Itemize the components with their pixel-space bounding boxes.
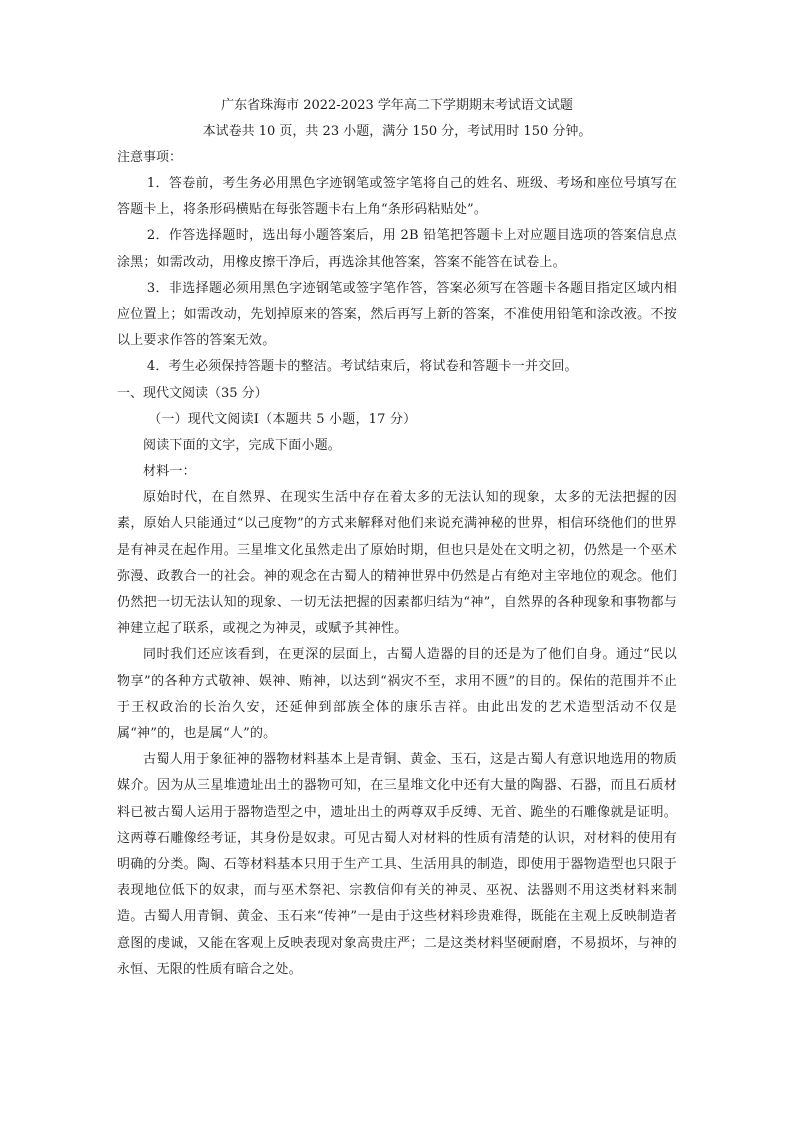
note-item: 3．非选择题必须用黑色字迹钢笔或签字笔作答，答案必须写在答题卡各题目指定区域内相应位置上；如需改动，先划掉原来的答案，然后再写上新的答案，不准使用铅笔和涂改液。不按以上要求作答的答案无效。	[117, 280, 677, 349]
note-item: 1．答卷前，考生务必用黑色字迹钢笔或签字笔将自己的姓名、班级、考场和座位号填写在答题卡上，将条形码横贴在每张答题卡右上角“条形码粘贴处”。	[117, 176, 677, 218]
material-paragraph: 原始时代，在自然界、在现实生活中存在着太多的无法认知的现象，太多的无法把握的因素，原始人只能通过“以己度物”的方式来解释对他们来说充满神秘的世界，相信环绕他们的世界是有神灵在起作用。三星堆文化虽然走出了原始时期，但也只是处在文明之初，仍然是一个巫术弥漫、政教合一的社会。神的观念在古蜀人的精神世界中仍然是占有绝对主宰地位的观念。他们仍然把一切无法认知的现象、一切无法把握的因素都归结为“神”，自然界的各种现象和事物都与神建立起了联系，或视之为神灵，或赋予其神性。	[117, 490, 677, 637]
page-title: 广东省珠海市 2022-2023 学年高二下学期期末考试语文试题	[221, 98, 573, 113]
section-heading: 一、现代文阅读（35 分）	[117, 385, 268, 401]
material-paragraph: 古蜀人用于象征神的器物材料基本上是青铜、黄金、玉石，这是古蜀人有意识地选用的物质媒介。因为从三星堆遗址出土的器物可知，在三星堆文化中还有大量的陶器、石器，而且石质材料已被古蜀人运用于器物造型之中，遗址出土的两尊双手反缚、无首、跪坐的石雕像就是证明。这两尊石雕像经考证，其身份是奴隶。可见古蜀人对材料的性质有清楚的认识，对材料的使用有明确的分类。陶、石等材料基本只用于生产工具、生活用具的制造，即使用于器物造型也只限于表现地位低下的奴隶，而与巫术祭祀、宗教信仰有关的神灵、巫祝、法器则不用这类材料来制造。古蜀人用青铜、黄金、玉石来“传神”一是由于这些材料珍贵难得，既能在主观上反映制造者意图的虔诚，又能在客观上反映表现对象高贵庄严；二是这类材料坚硬耐磨，不易损坏，与神的永恒、无限的性质有暗合之处。	[117, 752, 677, 977]
material-paragraph: 同时我们还应该看到，在更深的层面上，古蜀人造器的目的还是为了他们自身。通过“民以物享”的各种方式敬神、娱神、贿神，以达到“祸灾不至，求用不匮”的目的。保佑的范围并不止于王权政治的长治久安，还延伸到部族全体的康乐吉祥。由此出发的艺术造型活动不仅是属“神”的，也是属“人”的。	[117, 647, 677, 742]
note-item: 2．作答选择题时，选出每小题答案后，用 2B 铅笔把答题卡上对应题目选项的答案信息点涂黑；如需改动，用橡皮擦干净后，再选涂其他答案，答案不能答在试卷上。	[117, 228, 677, 270]
exam-page	[117, 93, 677, 983]
note-item: 4．考生必须保持答题卡的整洁。考试结束后，将试卷和答题卡一并交回。	[146, 359, 578, 375]
exam-info: 本试卷共 10 页，共 23 小题，满分 150 分，考试用时 150 分钟。	[202, 124, 592, 139]
notes-heading: 注意事项：	[117, 150, 183, 165]
subsection-heading: （一）现代文阅读Ⅰ（本题共 5 小题，17 分）	[148, 411, 417, 427]
material-label: 材料一：	[143, 464, 196, 480]
instruction-text: 阅读下面的文字，完成下面小题。	[143, 437, 342, 453]
